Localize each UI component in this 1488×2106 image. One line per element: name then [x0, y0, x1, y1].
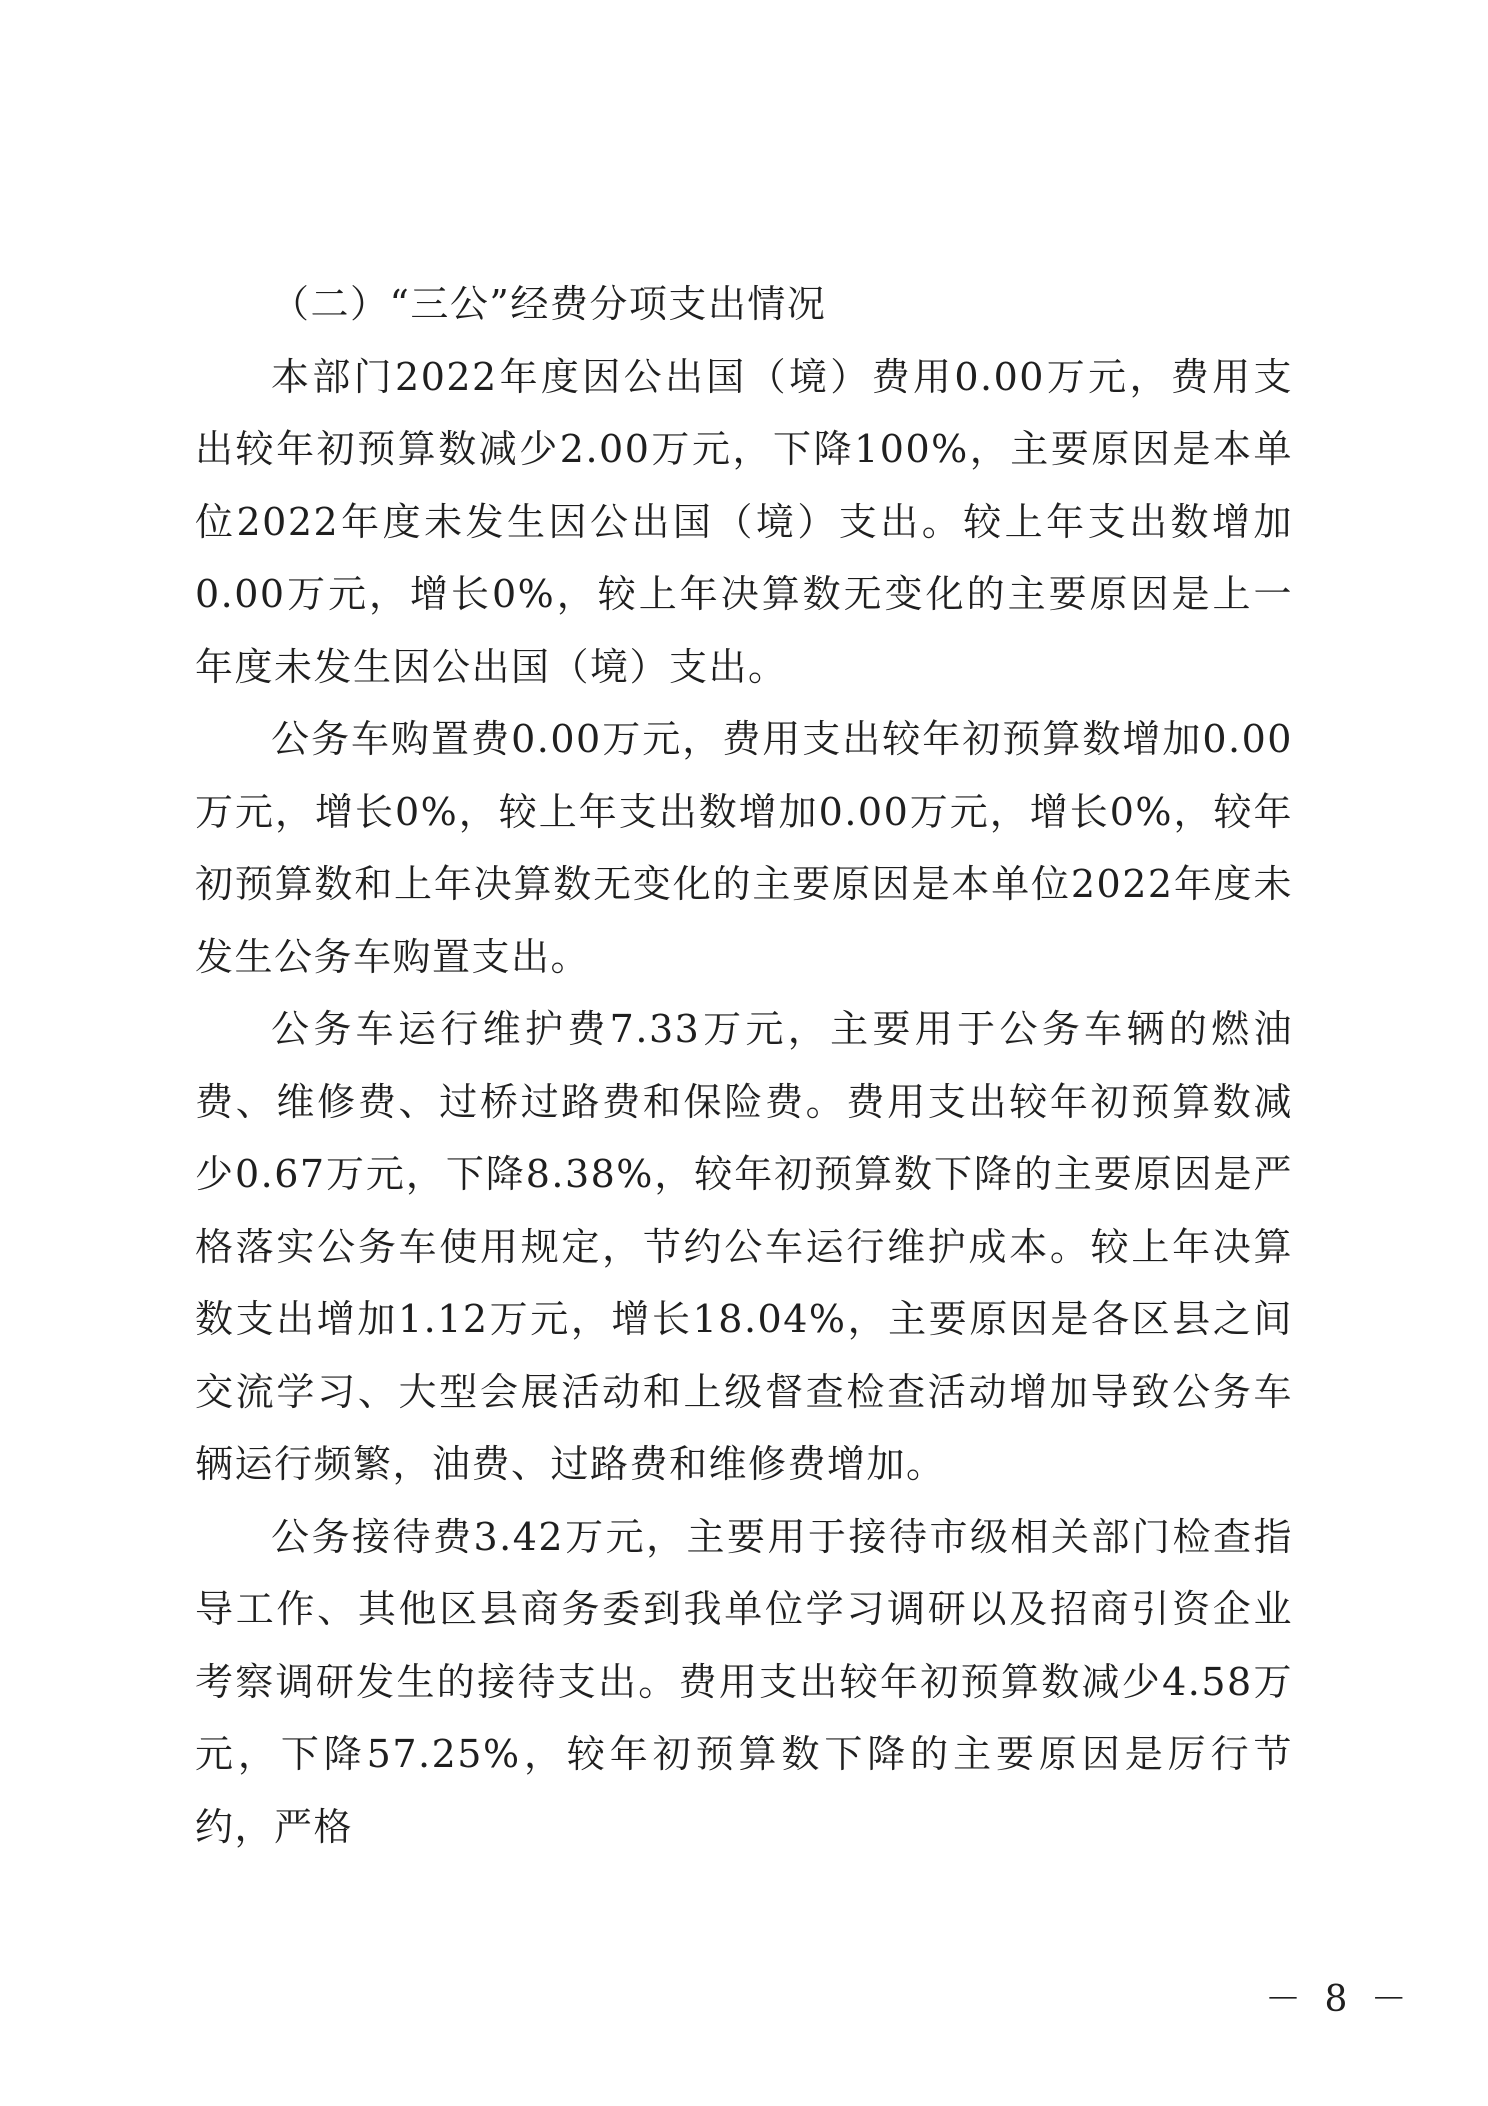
section-heading: （二）“三公”经费分项支出情况 [271, 282, 827, 326]
paragraph-vehicle-purchase: 公务车购置费0.00万元，费用支出较年初预算数增加0.00万元，增长0%，较上年支出数增加0.00万元，增长0%，较年初预算数和上年决算数无变化的主要原因是本单位2022年度未发生公务车购置支出。 [195, 717, 1293, 979]
page-number: － 8 － [1265, 1979, 1413, 2020]
paragraph-official-reception: 公务接待费3.42万元，主要用于接待市级相关部门检查指导工作、其他区县商务委到我单位学习调研以及招商引资企业考察调研发生的接待支出。费用支出较年初预算数减少4.58万元，下降57.25%，较年初预算数下降的主要原因是厉行节约，严格 [195, 1514, 1293, 1849]
paragraph-vehicle-maintenance: 公务车运行维护费7.33万元，主要用于公务车辆的燃油费、维修费、过桥过路费和保险费。费用支出较年初预算数减少0.67万元，下降8.38%，较年初预算数下降的主要原因是严格落实公务车使用规定，节约公车运行维护成本。较上年决算数支出增加1.12万元，增长18.04%，主要原因是各区县之间交流学习、大型会展活动和上级督查检查活动增加导致公务车辆运行频繁，油费、过路费和维修费增加。 [195, 1007, 1293, 1486]
paragraph-overseas-travel: 本部门2022年度因公出国（境）费用0.00万元，费用支出较年初预算数减少2.00万元，下降100%，主要原因是本单位2022年度未发生因公出国（境）支出。较上年支出数增加0.00万元，增长0%，较上年决算数无变化的主要原因是上一年度未发生因公出国（境）支出。 [195, 354, 1293, 689]
document-body [195, 268, 1293, 1863]
